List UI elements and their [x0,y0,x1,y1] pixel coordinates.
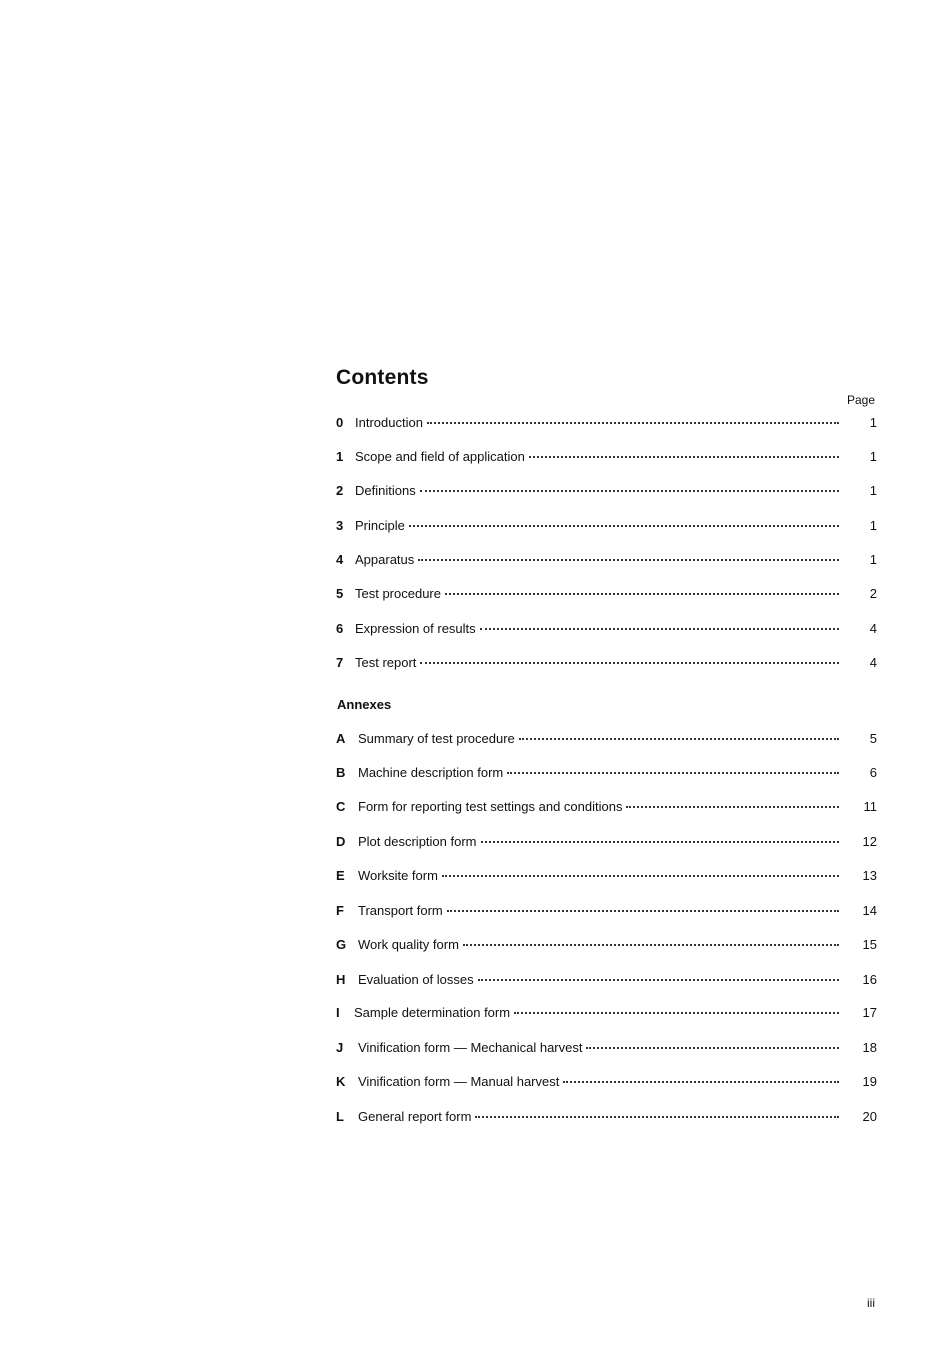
toc-entry-number: D [336,834,346,849]
dot-leader [507,772,839,774]
toc-entry-annex-k[interactable] [336,1072,877,1092]
toc-entry-annex-g[interactable] [336,935,877,955]
dot-leader [481,841,840,843]
page-folio: iii [867,1296,875,1310]
toc-entry-title: Introduction [355,415,423,430]
toc-entry-page: 18 [862,1040,877,1055]
toc-entry-page: 1 [869,483,877,498]
toc-entry-annex-e[interactable] [336,866,877,886]
toc-entry-title: Plot description form [358,834,477,849]
dot-leader [463,944,839,946]
toc-entry-clause-3[interactable] [336,516,877,536]
toc-entry-title: Test report [355,655,417,670]
toc-entry-page: 4 [869,621,877,636]
toc-entry-title: Expression of results [355,621,476,636]
toc-entry-page: 15 [862,937,877,952]
toc-entry-number: B [336,765,346,780]
toc-entry-annex-d[interactable] [336,832,877,852]
toc-entry-title: Vinification form — Mechanical harvest [358,1040,583,1055]
toc-entry-annex-a[interactable] [336,729,877,749]
toc-entry-number: 5 [336,586,344,601]
toc-entry-title: Apparatus [355,552,415,567]
dot-leader [586,1047,839,1049]
toc-entry-number: 6 [336,621,344,636]
toc-entry-number: A [336,731,346,746]
toc-entry-clause-6[interactable] [336,619,877,639]
toc-entry-page: 1 [869,449,877,464]
toc-entry-annex-c[interactable] [336,797,877,817]
toc-entry-title: Definitions [355,483,416,498]
toc-entry-page: 12 [862,834,877,849]
toc-entry-annex-f[interactable] [336,901,877,921]
toc-entry-number: F [336,903,344,918]
toc-entry-title: Form for reporting test settings and conditions [358,799,623,814]
toc-entry-title: Principle [355,518,405,533]
dot-leader [475,1116,839,1118]
toc-entry-number: G [336,937,347,952]
toc-entry-page: 4 [869,655,877,670]
toc-entry-clause-0[interactable] [336,413,877,433]
dot-leader [409,525,839,527]
toc-entry-title: Scope and field of application [355,449,525,464]
toc-entry-number: 0 [336,415,344,430]
toc-entry-number: L [336,1109,344,1124]
toc-entry-title: Evaluation of losses [358,972,474,987]
toc-entry-annex-l[interactable] [336,1107,877,1127]
dot-leader [478,979,839,981]
dot-leader [420,490,839,492]
dot-leader [420,662,839,664]
toc-entry-number: 2 [336,483,344,498]
dot-leader [447,910,839,912]
toc-entry-page: 11 [863,799,877,814]
dot-leader [480,628,839,630]
toc-entry-number: H [336,972,346,987]
toc-entry-page: 13 [862,868,877,883]
toc-entry-number: 1 [336,449,344,464]
annexes-heading: Annexes [337,697,392,712]
toc-entry-number: E [336,868,345,883]
toc-entry-title: Sample determination form [354,1005,511,1020]
toc-entry-page: 2 [869,586,877,601]
page-column-label: Page [846,393,875,407]
toc-entry-page: 14 [862,903,877,918]
toc-entry-clause-5[interactable] [336,584,877,604]
toc-entry-title: General report form [358,1109,472,1124]
toc-entry-annex-b[interactable] [336,763,877,783]
toc-entry-page: 1 [869,518,877,533]
dot-leader [563,1081,839,1083]
toc-entry-title: Test procedure [355,586,441,601]
dot-leader [418,559,839,561]
toc-entry-title: Worksite form [358,868,438,883]
toc-entry-title: Vinification form — Manual harvest [358,1074,560,1089]
toc-entry-number: 4 [336,552,344,567]
toc-entry-number: 7 [336,655,344,670]
toc-entry-number: J [336,1040,344,1055]
toc-entry-page: 19 [862,1074,877,1089]
dot-leader [514,1012,839,1014]
contents-title: Contents [336,366,429,389]
dot-leader [626,806,839,808]
toc-entry-page: 5 [869,731,877,746]
toc-entry-clause-1[interactable] [336,447,877,467]
toc-entry-page: 17 [862,1005,877,1020]
toc-entry-page: 20 [862,1109,877,1124]
toc-entry-annex-j[interactable] [336,1038,877,1058]
dot-leader [427,422,839,424]
toc-entry-annex-h[interactable] [336,970,877,990]
toc-entry-page: 1 [869,552,877,567]
toc-entry-page: 6 [869,765,877,780]
toc-entry-number: C [336,799,346,814]
toc-entry-title: Transport form [358,903,443,918]
dot-leader [529,456,839,458]
toc-entry-clause-7[interactable] [336,653,877,673]
dot-leader [519,738,839,740]
toc-entry-annex-i[interactable] [336,1003,877,1023]
toc-entry-number: I [336,1005,340,1020]
toc-entry-number: 3 [336,518,344,533]
toc-entry-page: 1 [869,415,877,430]
toc-entry-clause-4[interactable] [336,550,877,570]
dot-leader [445,593,839,595]
dot-leader [442,875,839,877]
toc-entry-title: Work quality form [358,937,459,952]
toc-entry-number: K [336,1074,346,1089]
toc-entry-title: Machine description form [358,765,504,780]
toc-entry-page: 16 [862,972,877,987]
toc-entry-title: Summary of test procedure [358,731,515,746]
toc-entry-clause-2[interactable] [336,481,877,501]
